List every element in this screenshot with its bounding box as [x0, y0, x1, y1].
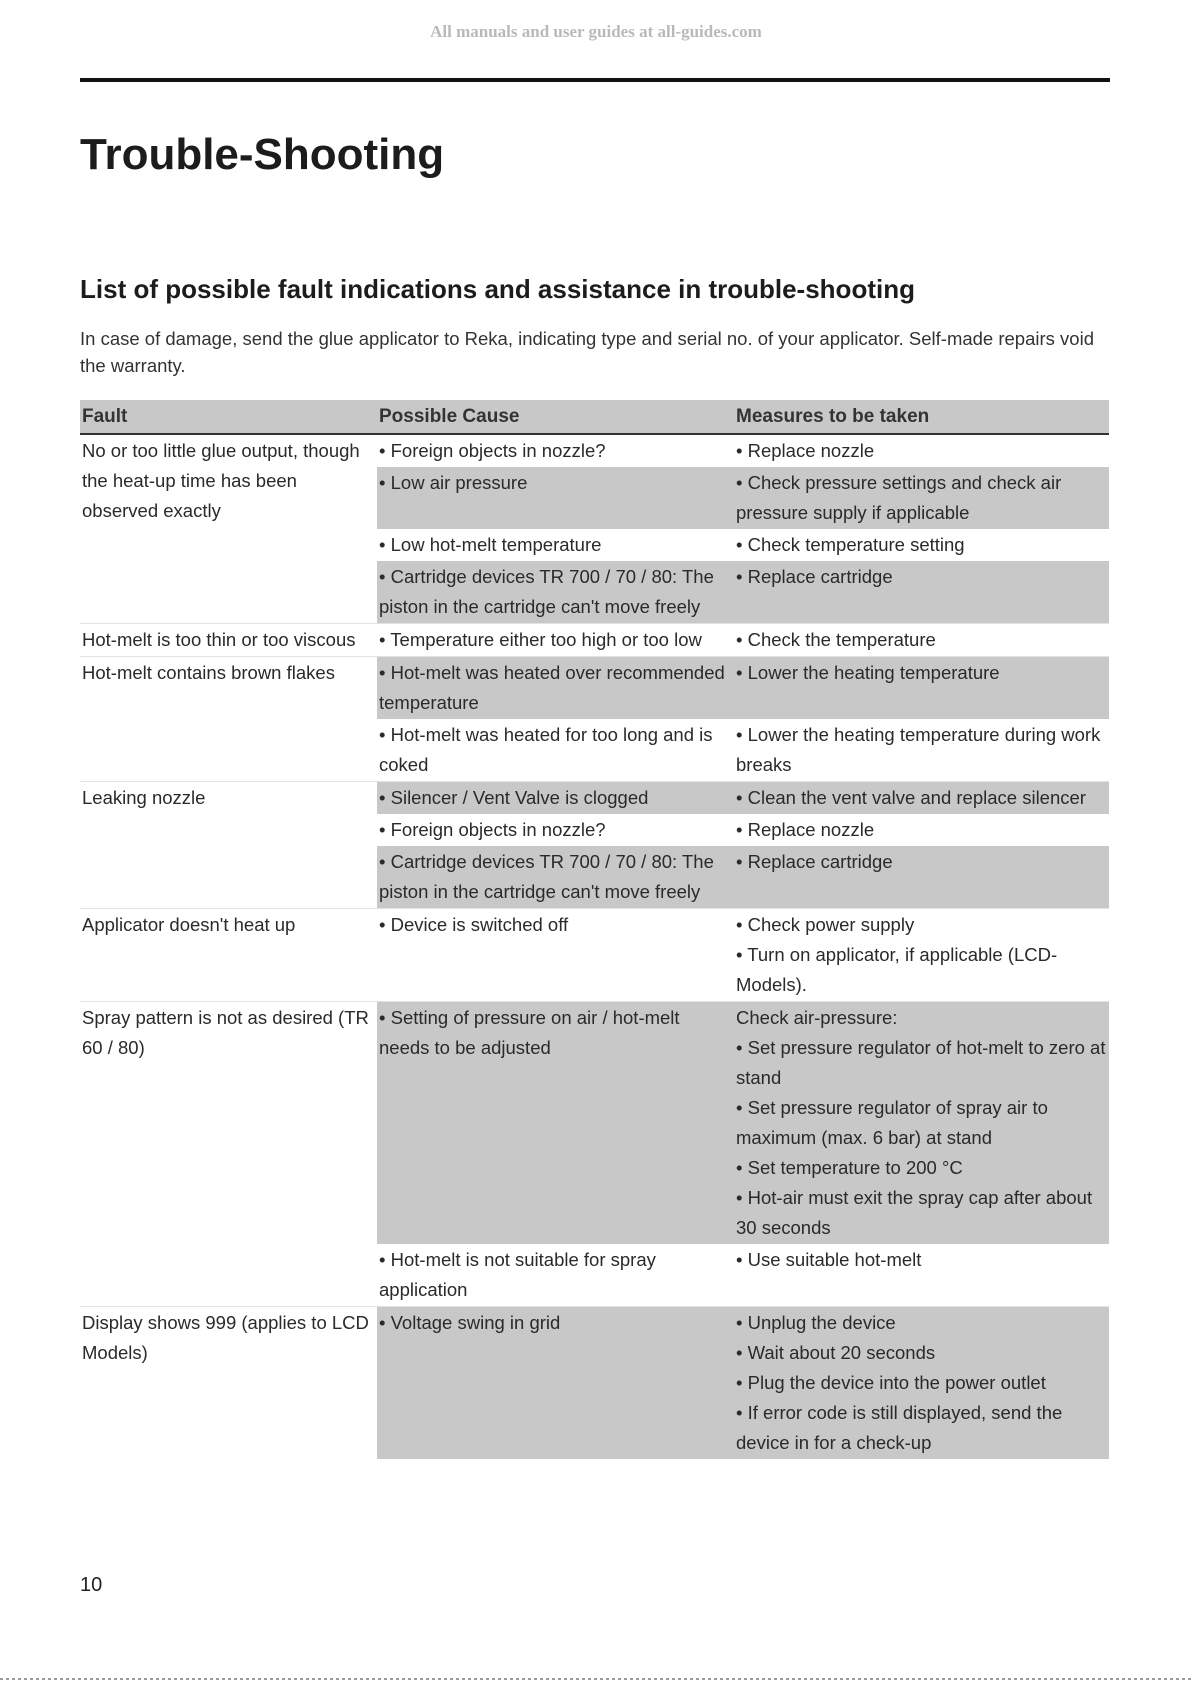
measure-line: • Plug the device into the power outlet	[736, 1372, 1046, 1393]
measure-cell	[734, 657, 1109, 720]
measure-line: • Clean the vent valve and replace silencer	[736, 787, 1086, 808]
measure-line: • Set pressure regulator of spray air to maximum (max. 6 bar) at stand	[736, 1097, 1048, 1148]
section-heading: List of possible fault indications and assistance in trouble-shooting	[80, 274, 915, 304]
page-number: 10	[80, 1574, 103, 1596]
measure-line: • Lower the heating temperature	[736, 662, 1000, 683]
measure-line: • Set pressure regulator of hot-melt to zero at stand	[736, 1037, 1106, 1088]
table-header-row	[80, 400, 1109, 434]
measure-line: • Wait about 20 seconds	[736, 1342, 936, 1363]
page-title: Trouble-Shooting	[80, 130, 445, 179]
header-rule	[80, 78, 1110, 82]
measure-cell	[734, 846, 1109, 909]
cause-cell: • Low hot-melt temperature	[379, 534, 602, 555]
measure-line: • Replace cartridge	[736, 851, 893, 872]
cause-cell: • Temperature either too high or too low	[377, 624, 734, 657]
measure-cell	[734, 529, 1109, 561]
cause-cell: • Hot-melt is not suitable for spray application	[379, 1249, 656, 1300]
table-row	[80, 782, 1109, 815]
table-row	[80, 1307, 1109, 1460]
header-measures: Measures to be taken	[734, 400, 1109, 434]
measure-line: • If error code is still displayed, send the device in for a check-up	[736, 1402, 1063, 1453]
measure-line: • Replace cartridge	[736, 566, 893, 587]
measure-line: • Check the temperature	[736, 629, 936, 650]
measure-cell	[734, 467, 1109, 529]
measure-line: • Replace nozzle	[736, 819, 875, 840]
table-row	[80, 1002, 1109, 1245]
cause-cell: • Hot-melt was heated for too long and is coked	[379, 724, 713, 775]
fault-cell: Applicator doesn't heat up	[80, 909, 377, 1002]
measure-cell	[734, 1244, 1109, 1307]
measure-line: • Check power supply	[736, 914, 915, 935]
measure-line: • Unplug the device	[736, 1312, 896, 1333]
measure-line: • Turn on applicator, if applicable (LCD-Models).	[736, 944, 1058, 995]
header-possible-cause: Possible Cause	[377, 400, 734, 434]
measure-cell	[734, 782, 1109, 815]
intro-paragraph: In case of damage, send the glue applicator to Reka, indicating type and serial no. of your applicator. Self-made repairs void the warranty.	[80, 328, 1094, 376]
measure-cell	[734, 1002, 1109, 1245]
cause-cell: • Hot-melt was heated over recommended temperature	[377, 657, 734, 720]
fault-cell: Display shows 999 (applies to LCD Models)	[80, 1307, 377, 1460]
measure-line: • Lower the heating temperature during work breaks	[736, 724, 1101, 775]
measure-line: • Check pressure settings and check air pressure supply if applicable	[736, 472, 1062, 523]
measure-cell	[734, 1307, 1109, 1460]
cause-cell: • Device is switched off	[377, 909, 734, 1002]
table-row	[80, 909, 1109, 1002]
measure-line: Check air-pressure:	[736, 1007, 898, 1028]
fault-cell: Hot-melt contains brown flakes	[80, 657, 377, 782]
measure-cell	[734, 561, 1109, 624]
cause-cell: • Voltage swing in grid	[377, 1307, 734, 1460]
table-row	[80, 657, 1109, 720]
header-fault: Fault	[80, 400, 377, 434]
page-bottom-border	[0, 1678, 1192, 1680]
cause-cell: • Low air pressure	[377, 467, 734, 529]
fault-cell: No or too little glue output, though the heat-up time has been observed exactly	[80, 434, 377, 624]
measure-cell	[734, 814, 1109, 846]
fault-cell: Spray pattern is not as desired (TR 60 / 80)	[80, 1002, 377, 1307]
cause-cell: • Cartridge devices TR 700 / 70 / 80: The piston in the cartridge can't move freely	[377, 846, 734, 909]
cause-cell: • Setting of pressure on air / hot-melt needs to be adjusted	[377, 1002, 734, 1245]
cause-cell: • Silencer / Vent Valve is clogged	[377, 782, 734, 815]
measure-cell	[734, 909, 1109, 1002]
cause-cell: • Cartridge devices TR 700 / 70 / 80: The piston in the cartridge can't move freely	[377, 561, 734, 624]
measure-cell	[734, 624, 1109, 657]
measure-line: • Hot-air must exit the spray cap after about 30 seconds	[736, 1187, 1093, 1238]
cause-cell: • Foreign objects in nozzle?	[379, 440, 606, 461]
table-row	[80, 434, 1109, 467]
measure-cell	[734, 719, 1109, 782]
measure-line: • Use suitable hot-melt	[736, 1249, 922, 1270]
watermark: All manuals and user guides at all-guides.com	[430, 22, 762, 41]
table-row	[80, 624, 1109, 657]
fault-cell: Leaking nozzle	[80, 782, 377, 909]
measure-cell	[734, 434, 1109, 467]
fault-table	[80, 400, 1109, 1459]
fault-cell: Hot-melt is too thin or too viscous	[80, 624, 377, 657]
measure-line: • Replace nozzle	[736, 440, 875, 461]
measure-line: • Check temperature setting	[736, 534, 965, 555]
cause-cell: • Foreign objects in nozzle?	[379, 819, 606, 840]
measure-line: • Set temperature to 200 °C	[736, 1157, 963, 1178]
